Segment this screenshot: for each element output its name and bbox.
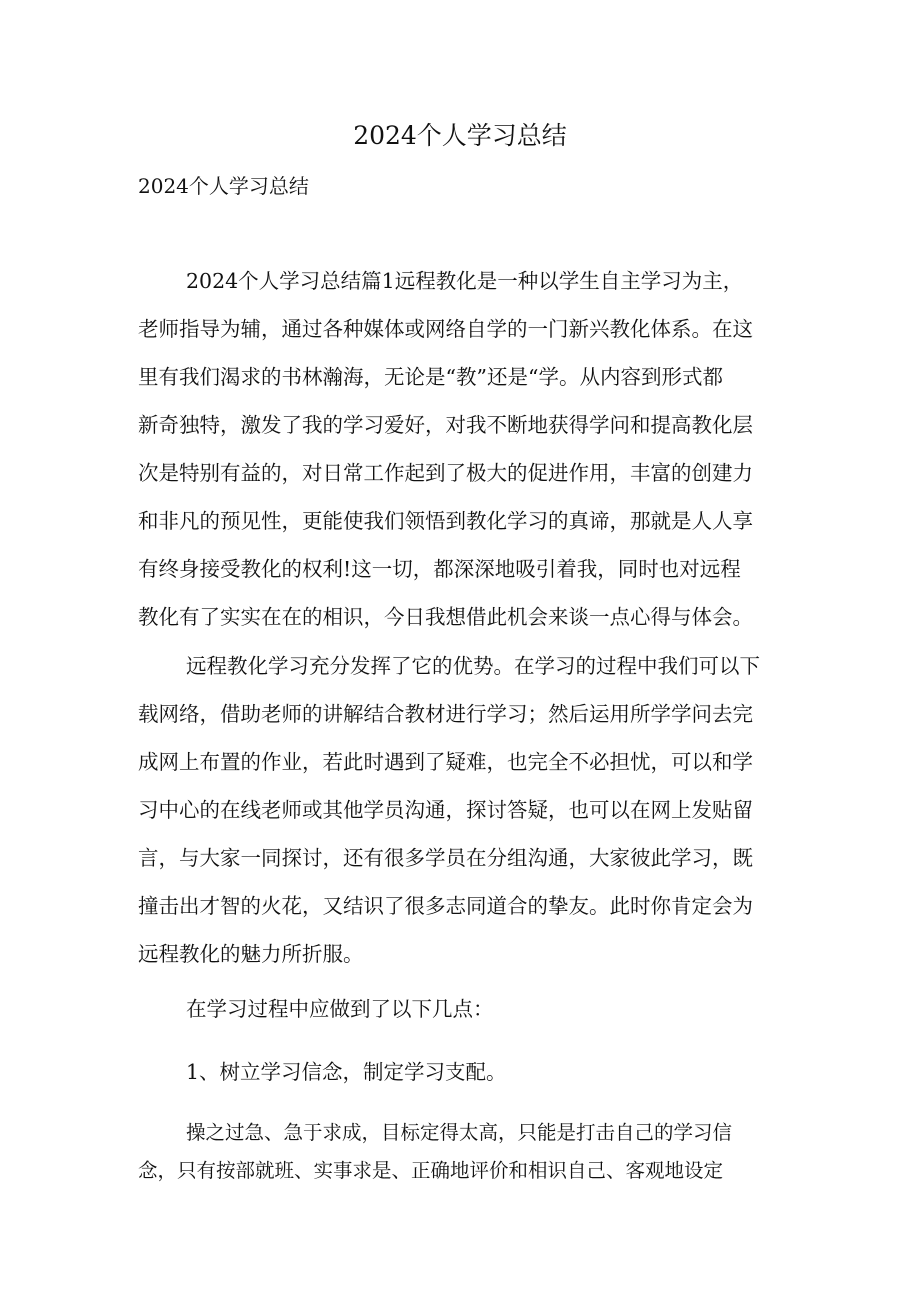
paragraph-line: 操之过急、急于求成，目标定得太高，只能是打击自己的学习信 [186,1121,733,1144]
paragraph-line: 撞击出才智的火花，又结识了很多志同道合的挚友。此时你肯定会为 [138,894,753,918]
section-heading: 1、树立学习信念，制定学习支配。 [186,1060,507,1084]
paragraph-line: 念，只有按部就班、实事求是、正确地评价和相识自己、客观地设定 [138,1159,724,1182]
paragraph-line: 言，与大家一同探讨，还有很多学员在分组沟通，大家彼此学习，既 [138,846,753,870]
paragraph-line: 习中心的在线老师或其他学员沟通，探讨答疑，也可以在网上发贴留 [138,798,753,822]
paragraph-line: 有终身接受教化的权利!这一切，都深深地吸引着我，同时也对远程 [138,557,741,581]
paragraph-line: 次是特别有益的，对日常工作起到了极大的促进作用，丰富的创建力 [138,461,753,485]
paragraph-line: 远程教化学习充分发挥了它的优势。在学习的过程中我们可以下 [186,654,760,678]
paragraph-line: 里有我们渴求的书林瀚海，无论是“教”还是“学。从内容到形式都 [138,365,723,389]
paragraph-line: 老师指导为辅，通过各种媒体或网络自学的一门新兴教化体系。在这 [138,317,753,341]
paragraph-line: 载网络，借助老师的讲解结合教材进行学习；然后运用所学学问去完 [138,702,753,726]
document-subtitle: 2024个人学习总结 [138,174,309,198]
paragraph-line: 和非凡的预见性，更能使我们领悟到教化学习的真谛，那就是人人享 [138,509,753,533]
paragraph-line: 远程教化的魅力所折服。 [138,942,364,966]
paragraph-line: 在学习过程中应做到了以下几点： [186,997,494,1021]
paragraph-line: 新奇独特，激发了我的学习爱好，对我不断地获得学问和提高教化层 [138,413,753,437]
paragraph-line: 教化有了实实在在的相识，今日我想借此机会来谈一点心得与体会。 [138,605,753,629]
paragraph-line: 2024个人学习总结篇1远程教化是一种以学生自主学习为主， [186,269,744,293]
paragraph-line: 成网上布置的作业，若此时遇到了疑难，也完全不必担忧，可以和学 [138,750,753,774]
document-title: 2024个人学习总结 [353,121,567,150]
